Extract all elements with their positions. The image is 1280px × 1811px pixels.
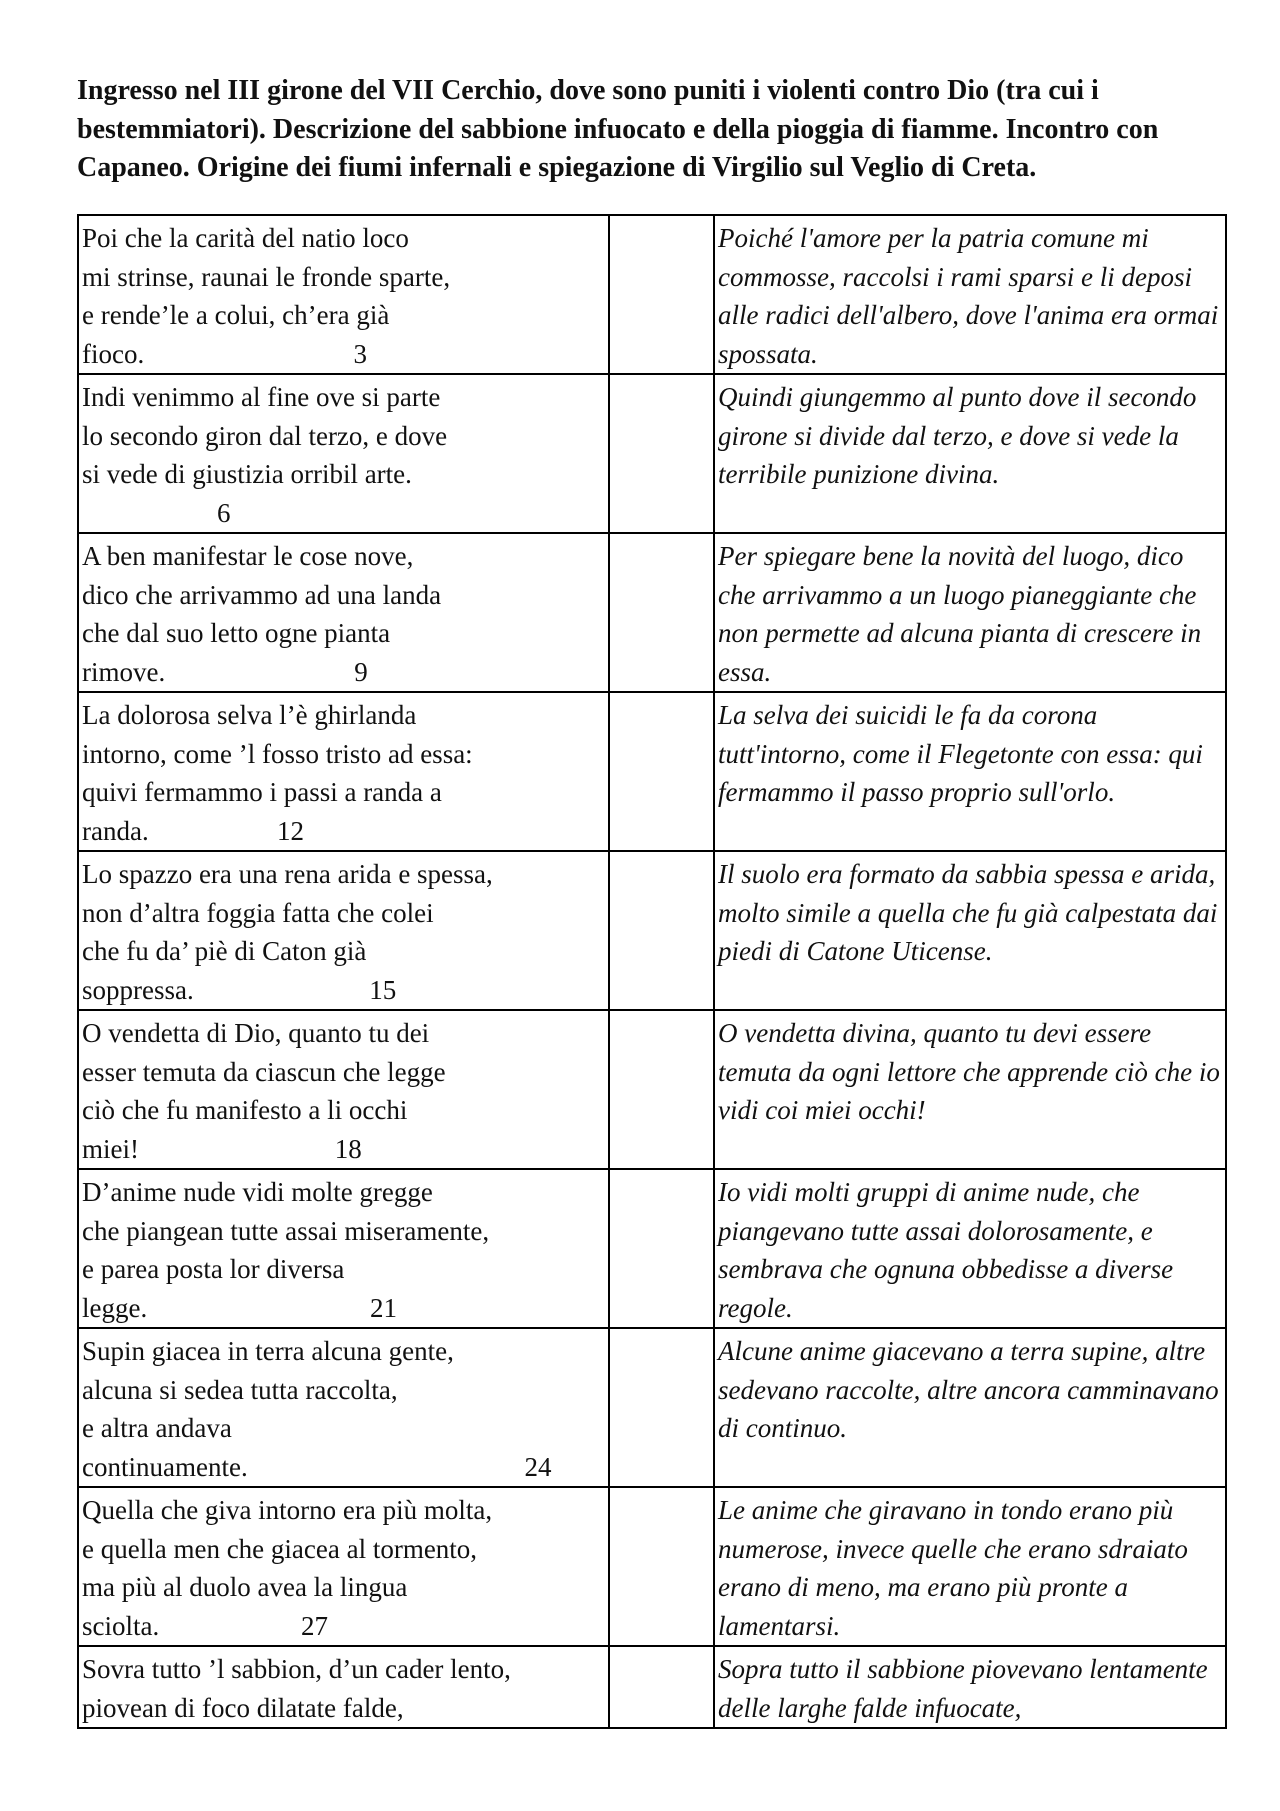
paraphrase-text: Alcune anime giacevano a terra supine, altre sedevano raccolte, altre ancora camminavano di continuo. bbox=[714, 1328, 1226, 1487]
table-row bbox=[78, 1328, 1226, 1487]
empty-cell bbox=[609, 1010, 714, 1169]
original-verse: Lo spazzo era una rena arida e spessa, non d’altra foggia fatta che colei che fu da’ piè di Caton già soppressa. 15 bbox=[78, 851, 609, 1010]
table-row bbox=[78, 1169, 1226, 1328]
paraphrase-text: Le anime che giravano in tondo erano più numerose, invece quelle che erano sdraiato erano di meno, ma erano più pronte a lamentarsi. bbox=[714, 1487, 1226, 1646]
original-verse: D’anime nude vidi molte gregge che piangean tutte assai miseramente, e parea posta lor diversa legge. 21 bbox=[78, 1169, 609, 1328]
paraphrase-text: Il suolo era formato da sabbia spessa e arida, molto simile a quella che fu già calpestata dai piedi di Catone Uticense. bbox=[714, 851, 1226, 1010]
table-row bbox=[78, 851, 1226, 1010]
empty-cell bbox=[609, 692, 714, 851]
empty-cell bbox=[609, 1328, 714, 1487]
table-row bbox=[78, 374, 1226, 533]
paraphrase-text: La selva dei suicidi le fa da corona tutt'intorno, come il Flegetonte con essa: qui fermammo il passo proprio sull'orlo. bbox=[714, 692, 1226, 851]
original-verse: Quella che giva intorno era più molta, e quella men che giacea al tormento, ma più al duolo avea la lingua sciolta. 27 bbox=[78, 1487, 609, 1646]
paraphrase-text: Poiché l'amore per la patria comune mi commosse, raccolsi i rami sparsi e li deposi alle radici dell'albero, dove l'anima era ormai spossata. bbox=[714, 215, 1226, 374]
original-verse: Poi che la carità del natio loco mi strinse, raunai le fronde sparte, e rende’le a colui, ch’era già fioco. 3 bbox=[78, 215, 609, 374]
empty-cell bbox=[609, 1487, 714, 1646]
paraphrase-text: Per spiegare bene la novità del luogo, dico che arrivammo a un luogo pianeggiante che non permette ad alcuna pianta di crescere in essa. bbox=[714, 533, 1226, 692]
table-row bbox=[78, 533, 1226, 692]
empty-cell bbox=[609, 1169, 714, 1328]
table-row bbox=[78, 692, 1226, 851]
verse-table bbox=[77, 214, 1227, 1729]
original-verse: O vendetta di Dio, quanto tu dei esser temuta da ciascun che legge ciò che fu manifesto a li occhi miei! 18 bbox=[78, 1010, 609, 1169]
original-verse: Sovra tutto ’l sabbion, d’un cader lento, piovean di foco dilatate falde, bbox=[78, 1646, 609, 1728]
empty-cell bbox=[609, 374, 714, 533]
table-row bbox=[78, 215, 1226, 374]
paraphrase-text: Quindi giungemmo al punto dove il secondo girone si divide dal terzo, e dove si vede la terribile punizione divina. bbox=[714, 374, 1226, 533]
table-row bbox=[78, 1646, 1226, 1728]
paraphrase-text: Sopra tutto il sabbione piovevano lentamente delle larghe falde infuocate, bbox=[714, 1646, 1226, 1728]
table-row bbox=[78, 1010, 1226, 1169]
original-verse: A ben manifestar le cose nove, dico che arrivammo ad una landa che dal suo letto ogne pianta rimove. 9 bbox=[78, 533, 609, 692]
empty-cell bbox=[609, 1646, 714, 1728]
original-verse: Supin giacea in terra alcuna gente, alcuna si sedea tutta raccolta, e altra andava continuamente. 24 bbox=[78, 1328, 609, 1487]
empty-cell bbox=[609, 851, 714, 1010]
table-row bbox=[78, 1487, 1226, 1646]
original-verse: Indi venimmo al fine ove si parte lo secondo giron dal terzo, e dove si vede di giustizia orribil arte. 6 bbox=[78, 374, 609, 533]
empty-cell bbox=[609, 533, 714, 692]
paraphrase-text: Io vidi molti gruppi di anime nude, che piangevano tutte assai dolorosamente, e sembrava che ognuna obbedisse a diverse regole. bbox=[714, 1169, 1226, 1328]
empty-cell bbox=[609, 215, 714, 374]
page-heading: Ingresso nel III girone del VII Cerchio, dove sono puniti i violenti contro Dio (tra cui i bestemmiatori). Descrizione del sabbione infuocato e della pioggia di fiamme. Incontro con Capaneo. Origine dei fiumi infernali e spiegazione di Virgilio sul Veglio di Creta. bbox=[77, 75, 1159, 183]
paraphrase-text: O vendetta divina, quanto tu devi essere temuta da ogni lettore che apprende ciò che io vidi coi miei occhi! bbox=[714, 1010, 1226, 1169]
original-verse: La dolorosa selva l’è ghirlanda intorno, come ’l fosso tristo ad essa: quivi fermammo i passi a randa a randa. 12 bbox=[78, 692, 609, 851]
